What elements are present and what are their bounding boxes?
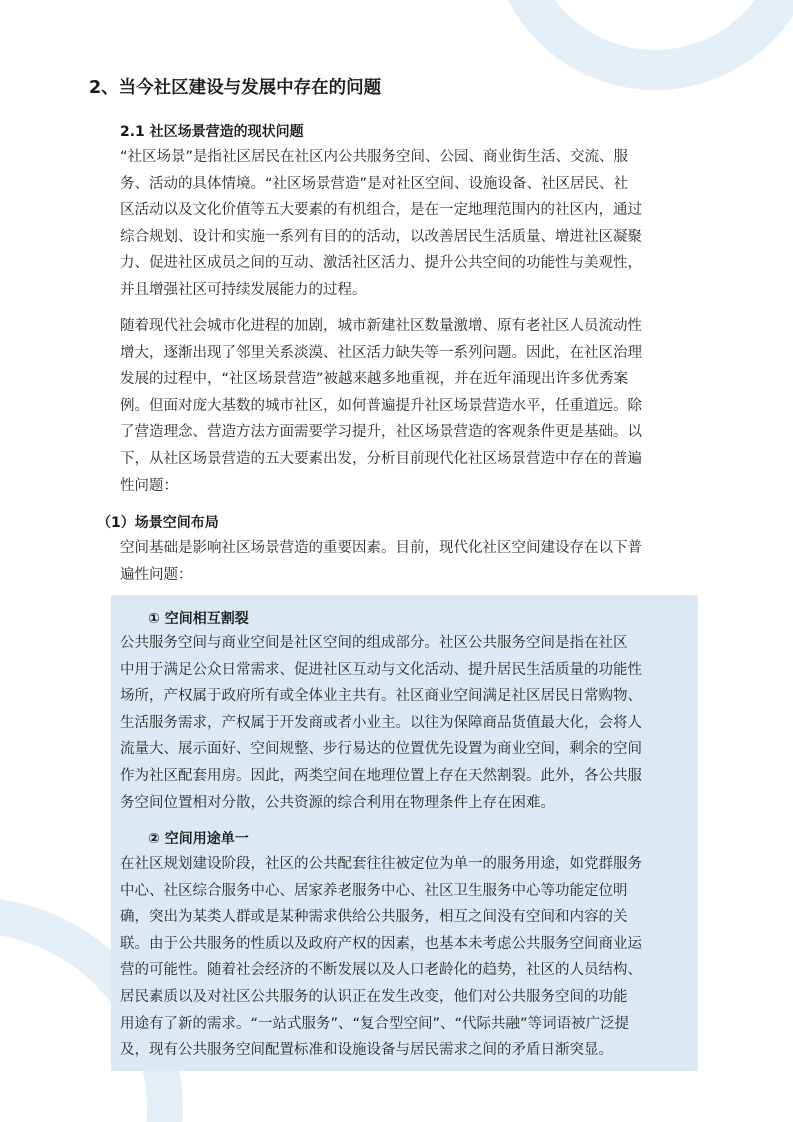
text-line: 确，突出为某类人群或是某种需求供给公共服务，相互之间没有空间和内容的关 — [120, 909, 628, 926]
text-line: 增大，逐渐出现了邻里关系淡漠、社区活力缺失等一系列问题。因此，在社区治理 — [120, 344, 642, 361]
text-line: 在社区规划建设阶段，社区的公共配套往往被定位为单一的服务用途，如党群服务 — [120, 856, 642, 872]
text-line: 发展的过程中，“社区场景营造”被越来越多地重视，并在近年涌现出许多优秀案 — [120, 371, 629, 388]
text-line: 作为社区配套用房。因此，两类空间在地理位置上存在天然割裂。此外，各公共服 — [120, 767, 642, 784]
text-line: 生活服务需求，产权属于开发商或者小业主。以往为保障商品货值最大化，会将人 — [120, 714, 642, 731]
text-line: 随着现代社会城市化进程的加剧，城市新建社区数量激增、原有老社区人员流动性 — [120, 318, 642, 334]
text-line: 例。但面对庞大基数的城市社区，如何普遍提升社区场景营造水平，任重道远。除 — [120, 397, 642, 414]
text-line: 务、活动的具体情境。“社区场景营造”是对社区空间、设施设备、社区居民、社 — [120, 175, 629, 192]
text-line: 公共服务空间与商业空间是社区空间的组成部分。社区公共服务空间是指在社区 — [120, 635, 628, 651]
paragraph-scene-definition — [120, 144, 700, 304]
text-line: 营的可能性。随着社会经济的不断发展以及人口老龄化的趋势，社区的人员结构、 — [120, 962, 642, 979]
text-line: 区活动以及文化价值等五大要素的有机组合，是在一定地理范围内的社区内，通过 — [120, 202, 642, 219]
text-line: 及，现有公共服务空间配置标准和设施设备与居民需求之间的矛盾日渐突显。 — [120, 1042, 613, 1059]
point-title-single-use: ② 空间用途单一 — [148, 831, 249, 847]
subsection-title: 2.1 社区场景营造的现状问题 — [120, 124, 304, 140]
text-line: 遍性问题： — [120, 566, 193, 583]
text-line: “社区场景”是指社区居民在社区内公共服务空间、公园、商业街生活、交流、服 — [120, 149, 629, 165]
paragraph-space-layout — [120, 535, 700, 588]
paragraph-space-separation — [120, 630, 700, 816]
text-line: 下，从社区场景营造的五大要素出发，分析目前现代化社区场景营造中存在的普遍 — [120, 450, 642, 467]
text-line: 了营造理念、营造方法方面需要学习提升，社区场景营造的客观条件更是基础。以 — [120, 424, 642, 441]
text-line: 居民素质以及对社区公共服务的认识正在发生改变，他们对公共服务空间的功能 — [120, 988, 628, 1005]
point-title-space-separation: ① 空间相互割裂 — [148, 611, 249, 627]
paragraph-single-use — [120, 851, 700, 1064]
text-line: 性问题： — [120, 477, 178, 494]
text-line: 并且增强社区可持续发展能力的过程。 — [120, 281, 367, 298]
text-line: 用途有了新的需求。“一站式服务”、“复合型空间”、“代际共融”等词语被广泛提 — [120, 1015, 630, 1032]
paragraph-urbanization — [120, 313, 700, 499]
text-line: 力、促进社区成员之间的互动、激活社区活力、提升公共空间的功能性与美观性， — [120, 255, 642, 272]
text-line: 中心、社区综合服务中心、居家养老服务中心、社区卫生服务中心等功能定位明 — [120, 882, 628, 899]
text-line: 中用于满足公众日常需求、促进社区互动与文化活动、提升居民生活质量的功能性 — [120, 661, 642, 678]
text-line: 务空间位置相对分散，公共资源的综合利用在物理条件上存在困难。 — [120, 794, 555, 811]
section-title: 2、当今社区建设与发展中存在的问题 — [89, 78, 382, 98]
text-line: 流量大、展示面好、空间规整、步行易达的位置优先设置为商业空间，剩余的空间 — [120, 741, 642, 758]
text-line: 联。由于公共服务的性质以及政府产权的因素，也基本未考虑公共服务空间商业运 — [120, 935, 642, 952]
text-line: 综合规划、设计和实施一系列有目的的活动，以改善居民生活质量、增进社区凝聚 — [120, 228, 642, 245]
text-line: 场所，产权属于政府所有或全体业主共有。社区商业空间满足社区居民日常购物、 — [120, 688, 642, 705]
item-title-space-layout: （1）场景空间布局 — [97, 515, 219, 531]
text-line: 空间基础是影响社区场景营造的重要因素。目前，现代化社区空间建设存在以下普 — [120, 540, 642, 556]
